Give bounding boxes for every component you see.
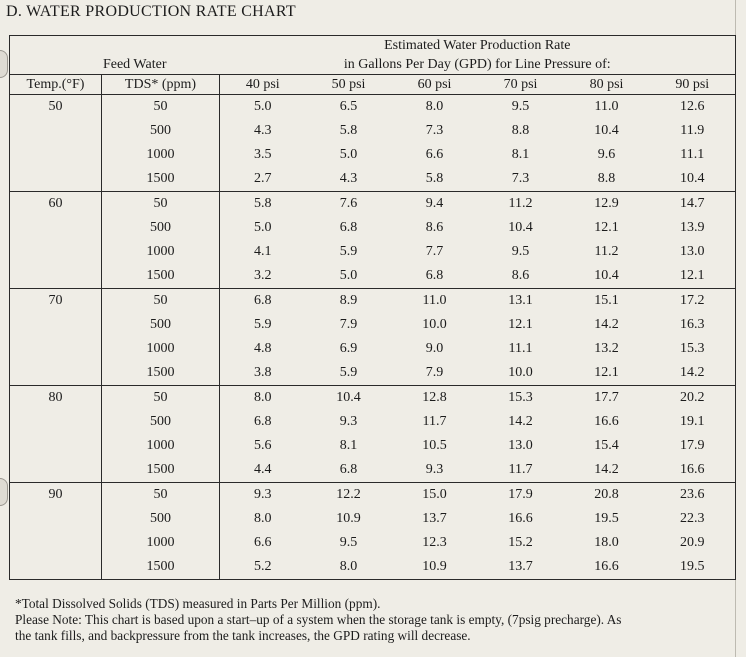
gpd-value-cell: 10.4 (680, 171, 705, 186)
gpd-value-cell: 15.3 (680, 341, 705, 356)
gpd-value-cell: 6.8 (339, 462, 358, 477)
tds-cell: 50 (102, 386, 220, 411)
gpd-value-cell: 9.5 (511, 244, 530, 259)
tds-cell: 500 (102, 410, 220, 434)
gpd-value-cell: 11.1 (680, 147, 705, 162)
temp-cell: 60 (10, 192, 102, 289)
tds-cell: 1000 (102, 434, 220, 458)
gpd-value-cell: 12.2 (306, 483, 392, 508)
table-row (10, 555, 736, 580)
gpd-value-cell: 3.8 (254, 365, 272, 380)
col-header-pressure: 80 psi (564, 75, 650, 95)
please-note-line2: the tank fills, and backpressure from the tank increases, the GPD rating will decrease. (15, 628, 471, 643)
gpd-value-cell: 13.1 (478, 289, 564, 314)
gpd-value-cell: 14.2 (508, 414, 533, 429)
gpd-value-cell: 5.6 (254, 438, 272, 453)
gpd-value-cell: 9.3 (425, 462, 444, 477)
tds-cell: 50 (102, 95, 220, 120)
table-row (10, 240, 736, 264)
gpd-value-cell: 16.3 (680, 317, 705, 332)
gpd-value-cell: 10.5 (422, 438, 447, 453)
gpd-value-cell: 13.2 (594, 341, 619, 356)
water-production-table (9, 35, 736, 580)
col-header-pressure: 70 psi (478, 75, 564, 95)
gpd-value-cell: 8.6 (511, 268, 530, 283)
gpd-value-cell: 18.0 (594, 535, 619, 550)
gpd-value-cell: 6.8 (254, 414, 272, 429)
gpd-value-cell: 4.1 (254, 244, 272, 259)
gpd-value-cell: 4.3 (254, 123, 272, 138)
gpd-value-cell: 15.2 (508, 535, 533, 550)
feed-water-header-spacer (10, 36, 220, 56)
gpd-value-cell: 11.2 (478, 192, 564, 217)
gpd-value-cell: 3.5 (254, 147, 272, 162)
tds-cell: 500 (102, 507, 220, 531)
temp-cell: 50 (10, 95, 102, 192)
table-row (10, 507, 736, 531)
gpd-value-cell: 12.1 (594, 220, 619, 235)
gpd-value-cell: 6.6 (425, 147, 444, 162)
gpd-value-cell: 12.1 (508, 317, 533, 332)
gpd-value-cell: 15.3 (478, 386, 564, 411)
gpd-value-cell: 16.6 (594, 414, 619, 429)
gpd-value-cell: 19.5 (594, 511, 619, 526)
gpd-value-cell: 17.9 (478, 483, 564, 508)
gpd-value-cell: 6.5 (306, 95, 392, 120)
col-header-tds: TDS* (ppm) (102, 75, 220, 95)
gpd-value-cell: 5.0 (339, 268, 358, 283)
table-row (10, 289, 736, 314)
gpd-value-cell: 6.8 (425, 268, 444, 283)
gpd-value-cell: 17.7 (564, 386, 650, 411)
gpd-value-cell: 9.3 (220, 483, 306, 508)
estimated-rate-header-line1: Estimated Water Production Rate (384, 38, 571, 53)
gpd-value-cell: 8.0 (392, 95, 478, 120)
table-row (10, 458, 736, 483)
gpd-value-cell: 4.3 (339, 171, 358, 186)
gpd-value-cell: 20.2 (650, 386, 736, 411)
gpd-value-cell: 19.1 (680, 414, 705, 429)
table-row (10, 167, 736, 192)
gpd-value-cell: 8.9 (306, 289, 392, 314)
gpd-value-cell: 20.8 (564, 483, 650, 508)
gpd-value-cell: 5.9 (339, 244, 358, 259)
table-row (10, 264, 736, 289)
tds-cell: 500 (102, 119, 220, 143)
gpd-value-cell: 7.7 (425, 244, 444, 259)
gpd-value-cell: 13.7 (422, 511, 447, 526)
gpd-value-cell: 4.8 (254, 341, 272, 356)
gpd-value-cell: 3.2 (254, 268, 272, 283)
gpd-value-cell: 5.8 (220, 192, 306, 217)
gpd-value-cell: 14.2 (594, 317, 619, 332)
gpd-value-cell: 14.2 (680, 365, 705, 380)
gpd-value-cell: 12.3 (422, 535, 447, 550)
gpd-value-cell: 9.5 (478, 95, 564, 120)
gpd-value-cell: 9.5 (339, 535, 358, 550)
temp-cell: 70 (10, 289, 102, 386)
gpd-value-cell: 13.0 (680, 244, 705, 259)
gpd-value-cell: 10.9 (336, 511, 361, 526)
gpd-value-cell: 5.0 (220, 95, 306, 120)
gpd-value-cell: 10.4 (594, 123, 619, 138)
gpd-value-cell: 10.4 (306, 386, 392, 411)
table-row (10, 143, 736, 167)
gpd-value-cell: 5.2 (254, 559, 272, 574)
gpd-value-cell: 14.2 (594, 462, 619, 477)
gpd-value-cell: 7.9 (425, 365, 444, 380)
gpd-value-cell: 8.6 (425, 220, 444, 235)
table-row (10, 531, 736, 555)
gpd-value-cell: 7.9 (339, 317, 358, 332)
gpd-value-cell: 6.8 (220, 289, 306, 314)
gpd-value-cell: 8.1 (511, 147, 530, 162)
estimated-rate-header-line2: in Gallons Per Day (GPD) for Line Pressure of: (343, 57, 611, 72)
table-row (10, 386, 736, 411)
gpd-value-cell: 11.1 (508, 341, 533, 356)
gpd-value-cell: 16.6 (594, 559, 619, 574)
gpd-value-cell: 7.3 (425, 123, 444, 138)
gpd-value-cell: 5.8 (425, 171, 444, 186)
gpd-value-cell: 8.0 (339, 559, 358, 574)
gpd-value-cell: 11.7 (422, 414, 447, 429)
gpd-value-cell: 6.8 (339, 220, 358, 235)
tds-cell: 1500 (102, 458, 220, 483)
tds-cell: 500 (102, 216, 220, 240)
gpd-value-cell: 12.8 (392, 386, 478, 411)
gpd-value-cell: 9.3 (339, 414, 358, 429)
gpd-value-cell: 14.7 (650, 192, 736, 217)
column-header-row (10, 75, 736, 95)
gpd-value-cell: 8.1 (339, 438, 358, 453)
tds-cell: 50 (102, 483, 220, 508)
table-row (10, 216, 736, 240)
gpd-value-cell: 15.0 (392, 483, 478, 508)
col-header-temp: Temp.(°F) (10, 75, 102, 95)
tds-cell: 50 (102, 289, 220, 314)
table-row (10, 483, 736, 508)
gpd-value-cell: 11.0 (564, 95, 650, 120)
table-row (10, 192, 736, 217)
gpd-value-cell: 8.0 (220, 386, 306, 411)
gpd-value-cell: 11.0 (392, 289, 478, 314)
gpd-value-cell: 8.0 (254, 511, 272, 526)
gpd-value-cell: 17.2 (650, 289, 736, 314)
gpd-value-cell: 10.9 (422, 559, 447, 574)
gpd-value-cell: 11.7 (508, 462, 533, 477)
feed-water-header: Feed Water (102, 57, 167, 72)
tds-cell: 1500 (102, 555, 220, 580)
col-header-pressure: 40 psi (220, 75, 306, 95)
gpd-value-cell: 12.1 (594, 365, 619, 380)
table-row (10, 410, 736, 434)
table-body (10, 95, 736, 580)
tds-cell: 1500 (102, 264, 220, 289)
table-row (10, 313, 736, 337)
gpd-value-cell: 10.4 (594, 268, 619, 283)
gpd-value-cell: 12.6 (650, 95, 736, 120)
gpd-value-cell: 12.1 (680, 268, 705, 283)
gpd-value-cell: 5.0 (339, 147, 358, 162)
gpd-value-cell: 5.0 (254, 220, 272, 235)
gpd-value-cell: 11.9 (680, 123, 705, 138)
gpd-value-cell: 8.8 (511, 123, 530, 138)
tds-cell: 50 (102, 192, 220, 217)
table-row (10, 337, 736, 361)
please-note-line1: Please Note: This chart is based upon a start–up of a system when the storage tank is empty, (7psig precharge). As (15, 612, 622, 627)
gpd-value-cell: 7.6 (306, 192, 392, 217)
gpd-value-cell: 11.2 (594, 244, 619, 259)
gpd-value-cell: 9.4 (392, 192, 478, 217)
tds-cell: 1500 (102, 361, 220, 386)
gpd-value-cell: 15.1 (564, 289, 650, 314)
tds-cell: 1000 (102, 531, 220, 555)
page-title: D. WATER PRODUCTION RATE CHART (6, 3, 296, 20)
col-header-pressure: 50 psi (306, 75, 392, 95)
gpd-value-cell: 13.7 (508, 559, 533, 574)
table-row (10, 119, 736, 143)
tds-cell: 1500 (102, 167, 220, 192)
tds-cell: 500 (102, 313, 220, 337)
gpd-value-cell: 17.9 (680, 438, 705, 453)
table-row (10, 361, 736, 386)
gpd-value-cell: 15.4 (594, 438, 619, 453)
gpd-value-cell: 10.0 (422, 317, 447, 332)
table-row (10, 95, 736, 120)
gpd-value-cell: 9.0 (425, 341, 444, 356)
gpd-value-cell: 8.8 (597, 171, 616, 186)
gpd-value-cell: 5.9 (339, 365, 358, 380)
tds-footnote: *Total Dissolved Solids (TDS) measured in Parts Per Million (ppm). (15, 596, 381, 611)
gpd-value-cell: 6.9 (339, 341, 358, 356)
gpd-value-cell: 20.9 (680, 535, 705, 550)
tds-cell: 1000 (102, 337, 220, 361)
gpd-value-cell: 13.0 (508, 438, 533, 453)
gpd-value-cell: 7.3 (511, 171, 530, 186)
gpd-value-cell: 16.6 (508, 511, 533, 526)
tds-cell: 1000 (102, 143, 220, 167)
binder-hole-top (0, 50, 8, 78)
gpd-value-cell: 2.7 (254, 171, 272, 186)
gpd-value-cell: 4.4 (254, 462, 272, 477)
gpd-value-cell: 23.6 (650, 483, 736, 508)
gpd-value-cell: 5.9 (254, 317, 272, 332)
gpd-value-cell: 10.4 (508, 220, 533, 235)
gpd-value-cell: 19.5 (680, 559, 705, 574)
gpd-value-cell: 22.3 (680, 511, 705, 526)
gpd-value-cell: 6.6 (254, 535, 272, 550)
gpd-value-cell: 10.0 (508, 365, 533, 380)
temp-cell: 90 (10, 483, 102, 580)
gpd-value-cell: 13.9 (680, 220, 705, 235)
col-header-pressure: 60 psi (392, 75, 478, 95)
temp-cell: 80 (10, 386, 102, 483)
footnotes (15, 596, 735, 644)
gpd-value-cell: 12.9 (564, 192, 650, 217)
table-row (10, 434, 736, 458)
binder-hole-bottom (0, 478, 8, 506)
gpd-value-cell: 5.8 (339, 123, 358, 138)
gpd-value-cell: 9.6 (597, 147, 616, 162)
gpd-value-cell: 16.6 (680, 462, 705, 477)
tds-cell: 1000 (102, 240, 220, 264)
col-header-pressure: 90 psi (650, 75, 736, 95)
